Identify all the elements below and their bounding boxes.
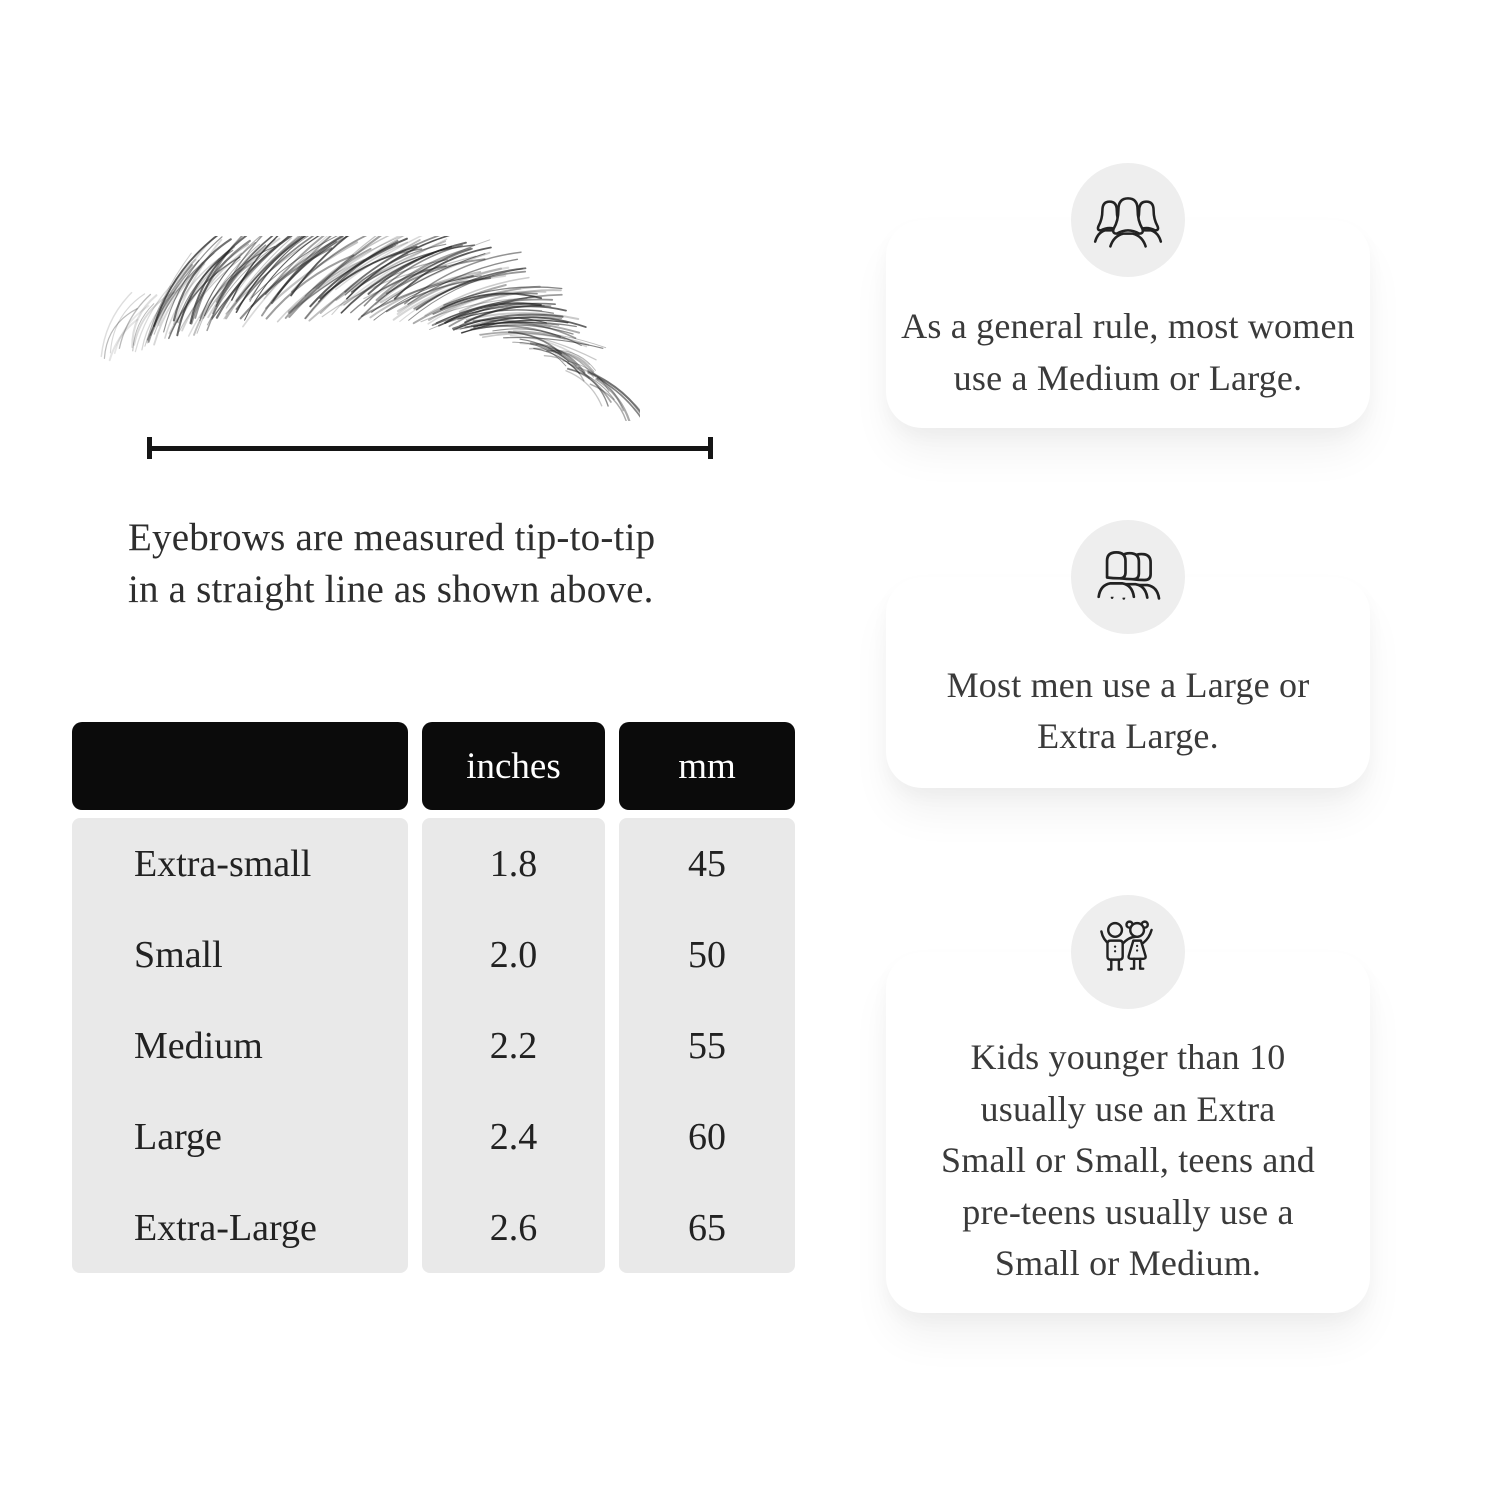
table-cell-label: Extra-small [134, 842, 312, 885]
eyebrow-illustration [100, 236, 640, 421]
size-table-label-column [72, 818, 408, 1273]
table-cell-label: Medium [134, 1024, 263, 1067]
size-table-mm-column [619, 818, 795, 1273]
card-text-line: use a Medium or Large. [953, 357, 1303, 398]
table-cell-inches: 1.8 [489, 842, 538, 885]
women-group-icon [1088, 188, 1168, 252]
table-cell-label: Large [134, 1115, 222, 1158]
size-table-header-inches: inches [422, 722, 605, 810]
card-text-line: As a general rule, most women [901, 306, 1355, 347]
card-text-line: Extra Large. [1037, 716, 1219, 756]
size-table-inches-column [422, 818, 605, 1273]
measurement-line [147, 437, 713, 459]
kids-icon [1090, 917, 1166, 987]
card-text [886, 1009, 1370, 1313]
table-cell-label: Extra-Large [134, 1206, 317, 1249]
size-table-header [72, 722, 795, 810]
table-cell-mm: 55 [688, 1024, 726, 1067]
card-text-line: pre-teens usually use a [962, 1191, 1294, 1232]
table-cell-inches: 2.4 [489, 1115, 538, 1158]
men-sizing-card [886, 577, 1370, 788]
caption-line: Eyebrows are measured tip-to-tip [128, 516, 656, 559]
women-sizing-card [886, 220, 1370, 428]
card-text-line: Most men use a Large or [946, 664, 1310, 705]
table-cell-mm: 60 [688, 1115, 726, 1158]
card-text-line: usually use an Extra [980, 1088, 1276, 1129]
card-text-line: Kids younger than 10 [970, 1037, 1286, 1078]
men-group-icon [1086, 544, 1170, 611]
table-cell-label: Small [134, 933, 223, 976]
table-cell-inches: 2.2 [489, 1024, 538, 1067]
caption-line: in a straight line as shown above. [128, 568, 654, 612]
measurement-line-bar [152, 446, 708, 451]
table-cell-inches: 2.6 [489, 1206, 538, 1249]
size-table-header-size [72, 722, 408, 810]
measurement-caption [128, 512, 655, 617]
size-table-header-mm: mm [619, 722, 795, 810]
card-text-line: Small or Small, teens and [941, 1140, 1315, 1181]
icon-circle [1071, 520, 1185, 634]
card-text [886, 634, 1370, 788]
size-table-body [72, 818, 795, 1273]
table-cell-mm: 65 [688, 1206, 726, 1249]
table-cell-mm: 50 [688, 933, 726, 976]
card-text-line: Small or Medium. [994, 1243, 1262, 1284]
card-text [886, 277, 1370, 428]
icon-circle [1071, 163, 1185, 277]
table-cell-mm: 45 [688, 842, 726, 885]
size-table [72, 722, 795, 1273]
measurement-line-right-cap [708, 437, 713, 459]
table-cell-inches: 2.0 [489, 933, 538, 976]
kids-sizing-card [886, 952, 1370, 1313]
icon-circle [1071, 895, 1185, 1009]
